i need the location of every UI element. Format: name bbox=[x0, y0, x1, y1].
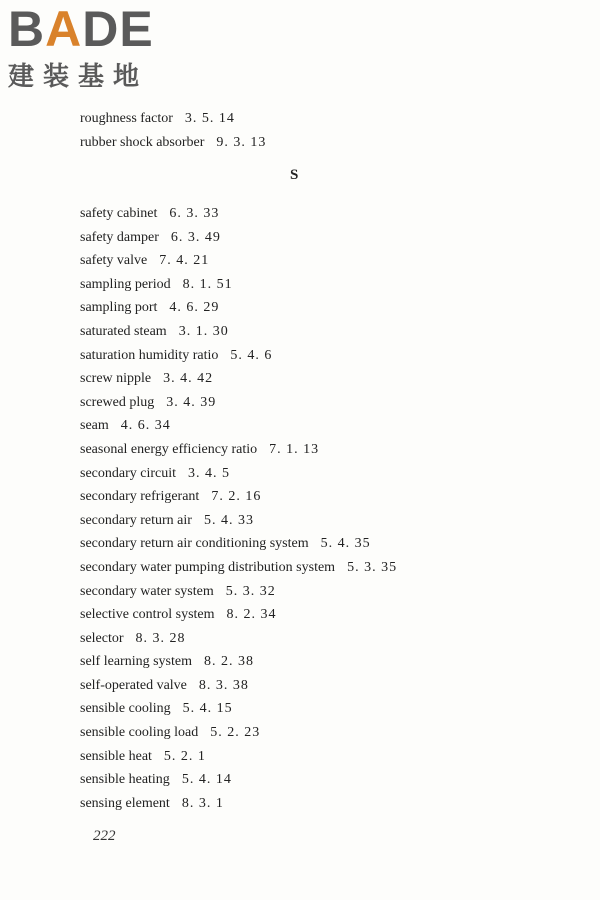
index-entries-before bbox=[80, 107, 580, 154]
entry-term: secondary circuit bbox=[80, 465, 177, 481]
entry-term: self-operated valve bbox=[80, 677, 187, 693]
entry-term: screw nipple bbox=[80, 371, 152, 387]
entry-term: safety cabinet bbox=[80, 206, 158, 221]
entry-reference: 6. 3. 49 bbox=[170, 229, 221, 245]
entry-reference: 7. 4. 21 bbox=[159, 253, 210, 269]
entry-reference: 5. 4. 35 bbox=[320, 536, 371, 552]
index-entry bbox=[80, 697, 580, 721]
entry-term: saturated steam bbox=[80, 323, 167, 339]
entry-term: selector bbox=[80, 630, 124, 646]
entry-term: secondary return air conditioning system bbox=[80, 536, 309, 552]
index-entry bbox=[80, 320, 580, 344]
entry-reference: 4. 6. 34 bbox=[120, 418, 171, 434]
entry-term: secondary water system bbox=[80, 583, 214, 599]
index-entry bbox=[80, 580, 580, 604]
entry-term: sampling port bbox=[80, 300, 158, 316]
entry-reference: 3. 1. 30 bbox=[178, 323, 229, 339]
entry-reference: 8. 3. 1 bbox=[181, 795, 224, 811]
entry-reference: 7. 2. 16 bbox=[211, 489, 262, 505]
entry-term: safety damper bbox=[80, 229, 159, 245]
index-entry bbox=[80, 462, 580, 486]
entry-term: self learning system bbox=[80, 654, 192, 670]
entry-term: sensible heat bbox=[80, 748, 152, 764]
entry-term: sensible heating bbox=[80, 772, 170, 788]
entry-reference: 7. 1. 13 bbox=[269, 441, 320, 457]
index-entry bbox=[80, 721, 580, 745]
index-entry bbox=[80, 768, 580, 792]
index-entry bbox=[80, 202, 580, 226]
entry-reference: 5. 3. 32 bbox=[225, 583, 276, 599]
entry-reference: 8. 3. 38 bbox=[198, 677, 249, 693]
index-entry bbox=[80, 367, 580, 391]
entry-reference: 5. 4. 6 bbox=[230, 347, 273, 363]
logo-wordmark: BADE bbox=[8, 1, 154, 57]
page-number: 222 bbox=[93, 828, 116, 844]
entry-reference: 8. 3. 28 bbox=[135, 630, 186, 646]
index-entry bbox=[80, 391, 580, 415]
entry-term: sensible cooling bbox=[80, 701, 171, 717]
entry-reference: 3. 4. 39 bbox=[166, 394, 217, 410]
entry-term: selective control system bbox=[80, 607, 215, 623]
index-entry bbox=[80, 650, 580, 674]
entry-term: seasonal energy efficiency ratio bbox=[80, 441, 258, 457]
entry-term: screwed plug bbox=[80, 394, 155, 410]
index-entry bbox=[80, 792, 580, 816]
entry-term: safety valve bbox=[80, 253, 148, 269]
index-entry bbox=[80, 296, 580, 320]
entry-term: secondary water pumping distribution system bbox=[80, 559, 336, 575]
entry-term: saturation humidity ratio bbox=[80, 347, 219, 363]
entry-term: sensible cooling load bbox=[80, 725, 199, 741]
index-entry bbox=[80, 532, 580, 556]
entry-term: sampling period bbox=[80, 276, 171, 292]
entry-reference: 6. 3. 33 bbox=[169, 206, 220, 221]
entry-reference: 5. 2. 23 bbox=[210, 725, 261, 741]
index-entry bbox=[80, 674, 580, 698]
entry-term: secondary return air bbox=[80, 512, 192, 528]
entry-reference: 5. 4. 33 bbox=[203, 512, 254, 528]
entry-reference: 5. 4. 14 bbox=[181, 772, 232, 788]
index-entry bbox=[80, 273, 580, 297]
index-entry bbox=[80, 344, 580, 368]
index-entry bbox=[80, 627, 580, 651]
entry-reference: 3. 4. 5 bbox=[188, 465, 231, 481]
index-entry bbox=[80, 485, 580, 509]
logo-chinese-text: 建装基地 bbox=[8, 62, 149, 92]
entry-term: secondary refrigerant bbox=[80, 489, 200, 505]
index-entries-s bbox=[80, 202, 580, 815]
index-entry: rubber shock absorber 9. 3. 13 bbox=[80, 134, 267, 150]
index-entry bbox=[80, 438, 580, 462]
entry-reference: 8. 1. 51 bbox=[182, 276, 233, 292]
watermark-logo bbox=[8, 1, 154, 93]
entry-reference: 8. 2. 38 bbox=[203, 654, 254, 670]
entry-reference: 5. 3. 35 bbox=[347, 559, 398, 575]
entry-term: sensing element bbox=[80, 795, 170, 811]
index-entry bbox=[80, 226, 580, 250]
index-entry bbox=[80, 414, 580, 438]
index-entry bbox=[80, 249, 580, 273]
section-letter-heading: S bbox=[290, 167, 299, 183]
index-entry bbox=[80, 556, 580, 580]
entry-reference: 5. 4. 15 bbox=[182, 701, 233, 717]
entry-reference: 3. 4. 42 bbox=[163, 371, 214, 387]
entry-term: seam bbox=[80, 418, 109, 434]
entry-reference: 4. 6. 29 bbox=[169, 300, 220, 316]
entry-reference: 5. 2. 1 bbox=[163, 748, 206, 764]
index-entry bbox=[80, 603, 580, 627]
index-entry: roughness factor 3. 5. 14 bbox=[80, 111, 235, 126]
index-entry bbox=[80, 745, 580, 769]
index-entry bbox=[80, 509, 580, 533]
entry-reference: 8. 2. 34 bbox=[226, 607, 277, 623]
